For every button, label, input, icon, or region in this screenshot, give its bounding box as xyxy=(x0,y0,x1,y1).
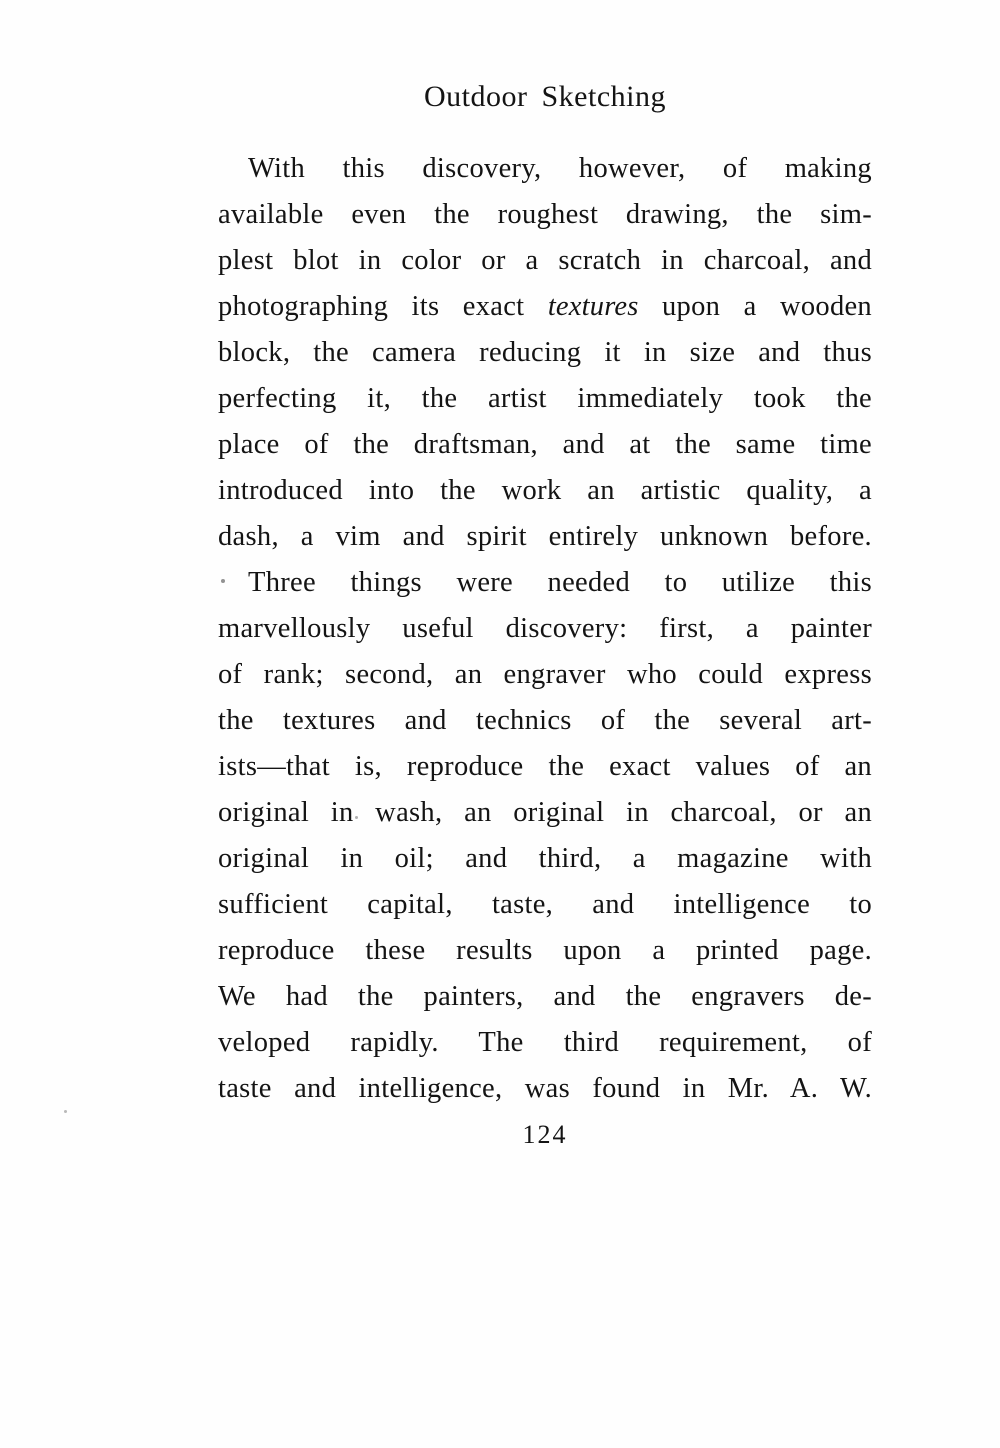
text-line: dash, a vim and spirit entirely unknown before. xyxy=(218,521,872,552)
text-line: sufficient capital, taste, and intelligence to xyxy=(218,889,872,920)
text-line: ists—that is, reproduce the exact values of an xyxy=(218,751,872,782)
text-line: block, the camera reducing it in size and thus xyxy=(218,337,872,368)
text-line: Three things were needed to utilize this xyxy=(248,567,872,598)
text-line: original in oil; and third, a magazine with xyxy=(218,843,872,874)
text-line: original in wash, an original in charcoal, or an xyxy=(218,797,872,828)
text-line: introduced into the work an artistic quality, a xyxy=(218,475,872,506)
text-line: of rank; second, an engraver who could express xyxy=(218,659,872,690)
italic-word: textures xyxy=(547,291,639,322)
paragraph xyxy=(218,146,872,560)
paragraph xyxy=(218,560,872,1112)
text-line: We had the painters, and the engravers de- xyxy=(218,981,872,1012)
text-line: veloped rapidly. The third requirement, of xyxy=(218,1027,872,1058)
text-line: the textures and technics of the several art- xyxy=(218,705,872,736)
print-speckle xyxy=(221,579,225,583)
text-line: photographing its exact textures upon a wooden xyxy=(218,291,872,322)
text-line: perfecting it, the artist immediately took the xyxy=(218,383,872,414)
print-speckle xyxy=(64,1110,67,1113)
text-line: available even the roughest drawing, the sim- xyxy=(218,199,872,230)
text-line: marvellously useful discovery: first, a painter xyxy=(218,613,872,644)
text-line: taste and intelligence, was found in Mr. A. W. xyxy=(218,1073,872,1104)
text-block xyxy=(218,146,872,1112)
page-number: 124 xyxy=(522,1120,568,1149)
text-line: reproduce these results upon a printed page. xyxy=(218,935,872,966)
text-line: With this discovery, however, of making xyxy=(248,153,872,184)
page-title: Outdoor Sketching xyxy=(424,80,666,113)
text-line: plest blot in color or a scratch in charcoal, and xyxy=(218,245,872,276)
text-line: place of the draftsman, and at the same time xyxy=(218,429,872,460)
print-speckle xyxy=(355,816,358,819)
